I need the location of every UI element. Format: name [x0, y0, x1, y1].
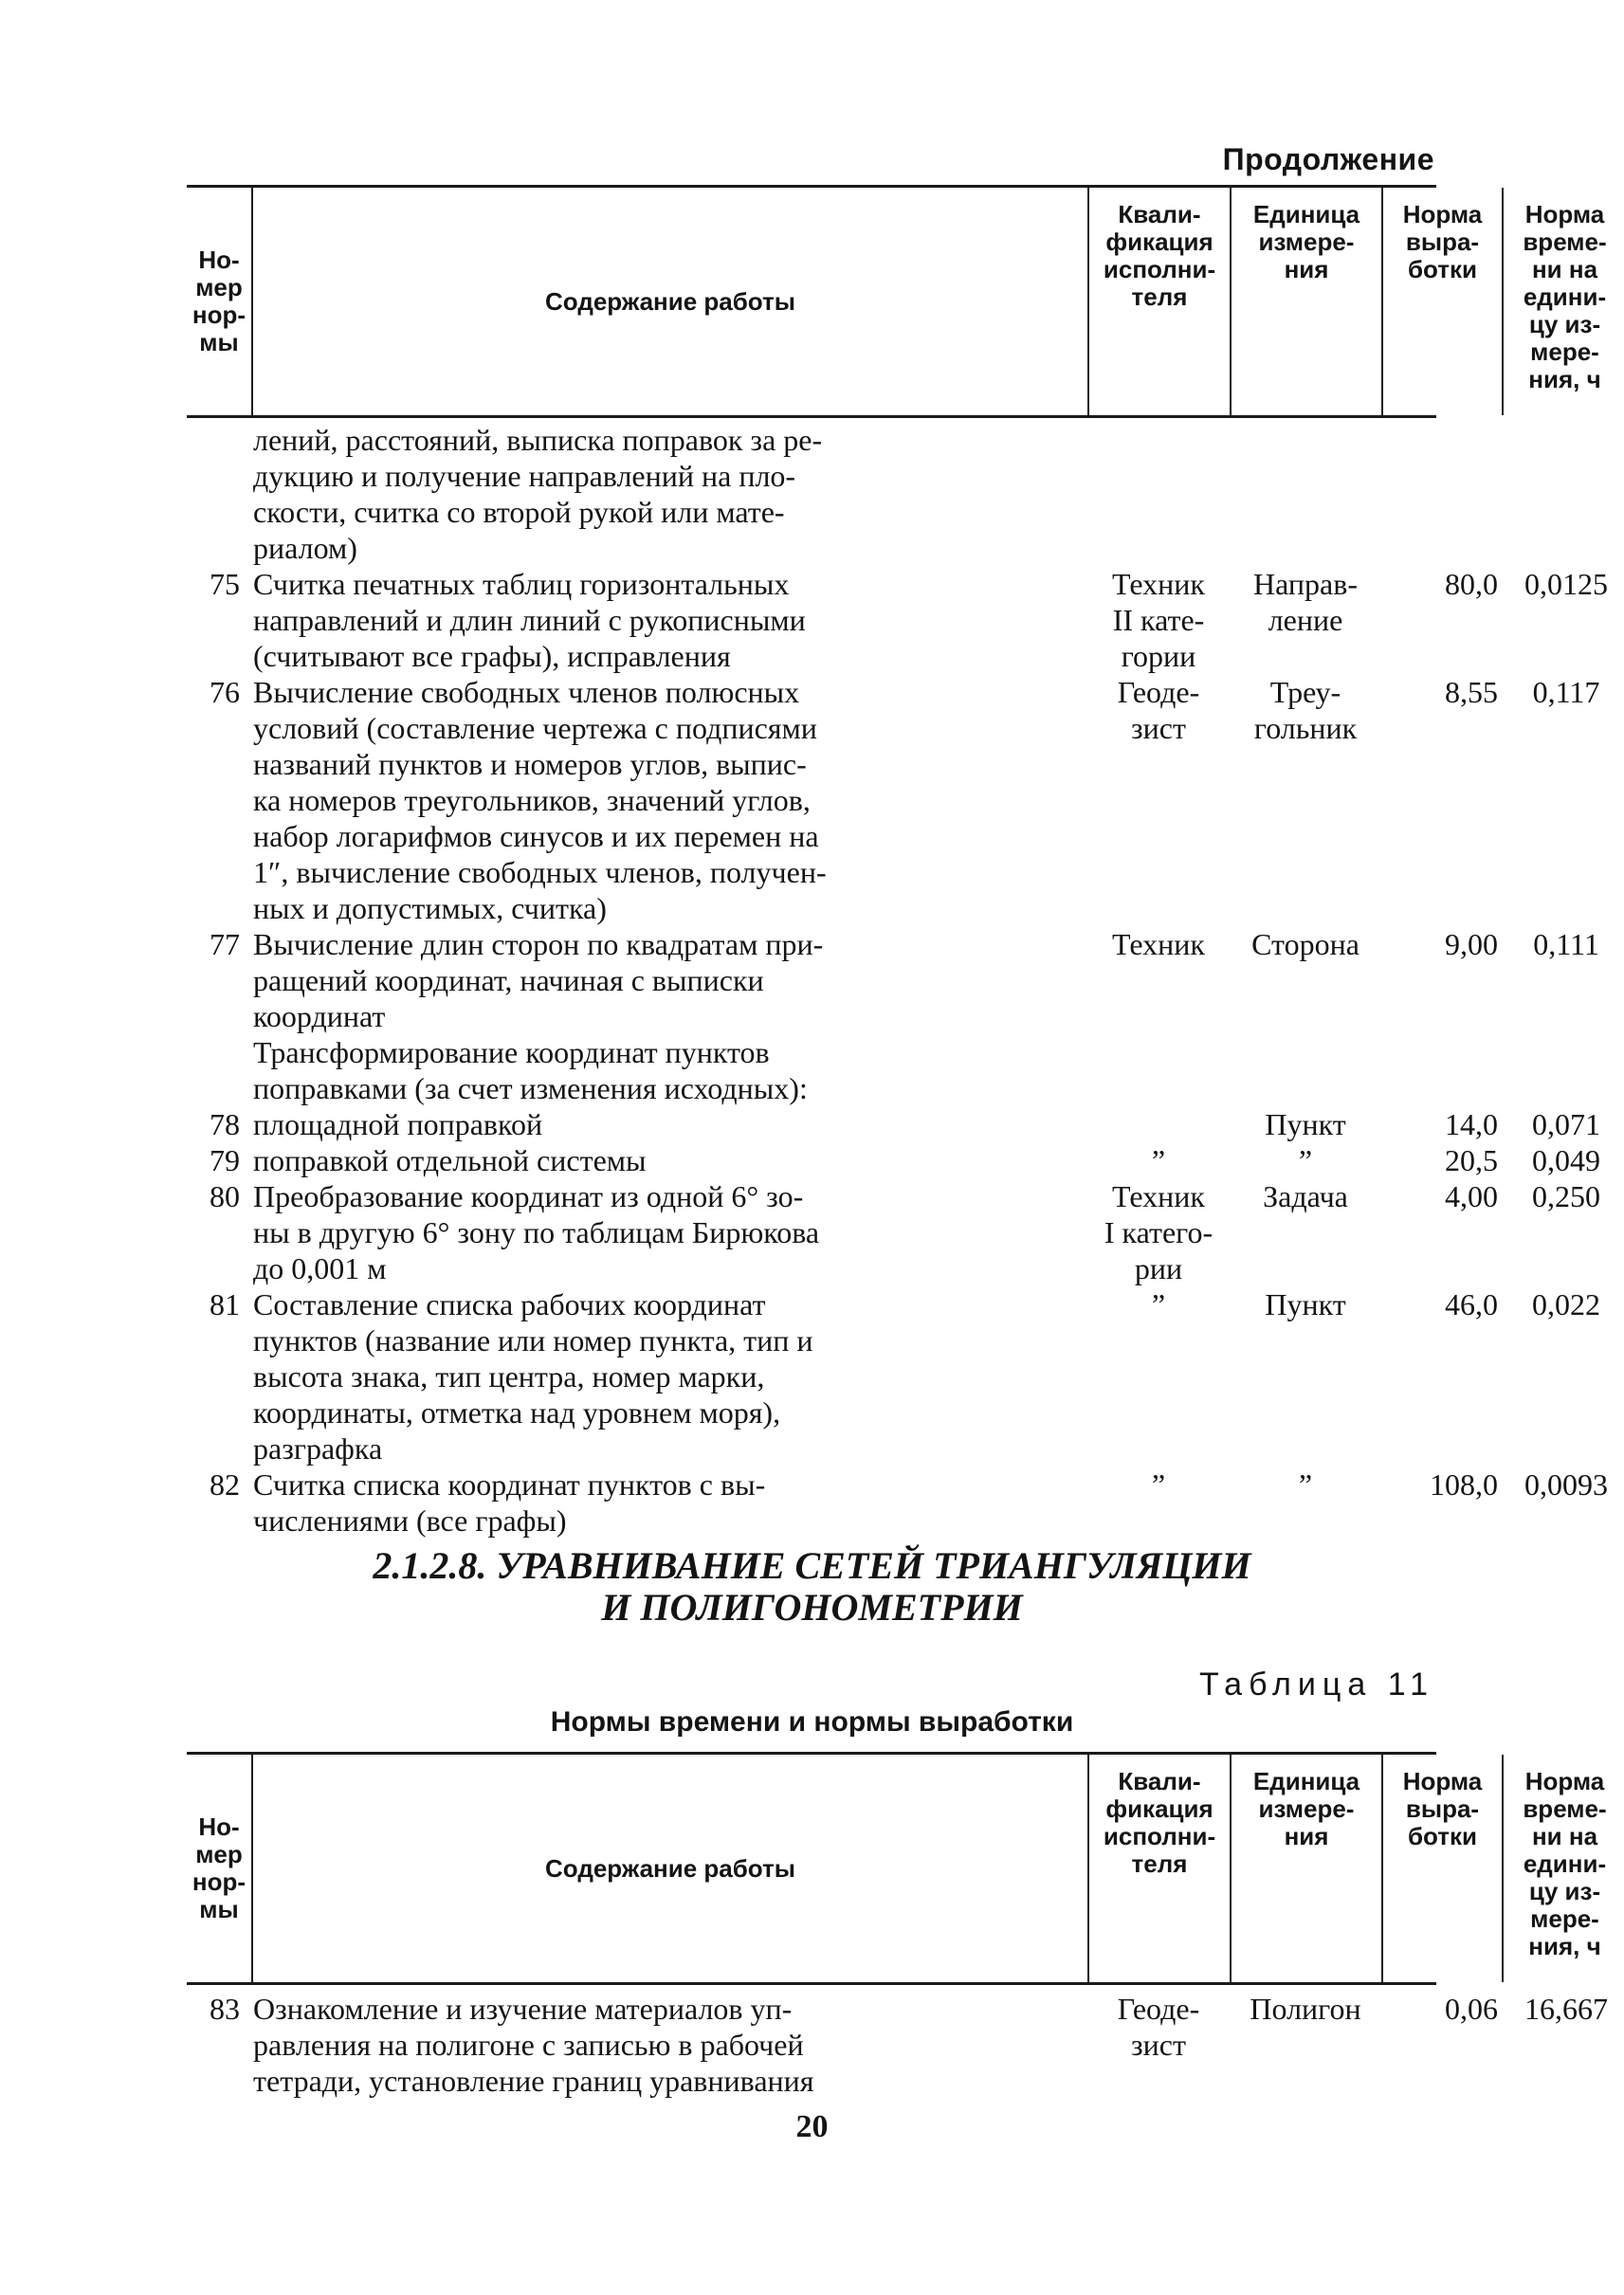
row-unit: Пункт [1265, 1107, 1346, 1141]
row-qualification: Геоде- зист [1117, 675, 1200, 745]
row-work-content: Считка печатных таблиц горизонтальных направлений и длин линий с рукописными (считывают все графы), исправления [253, 567, 806, 673]
row-qualification: ” [1151, 1467, 1166, 1502]
row-work-content: Ознакомление и изучение материалов уп- равления на полигоне с записью в рабочей тетради, установление границ уравнивания [253, 1992, 814, 2098]
row-unit: Треу- гольник [1253, 675, 1358, 745]
row-qualification: Техник [1112, 927, 1205, 961]
row-number: 76 [210, 675, 240, 709]
row-unit: Задача [1263, 1179, 1348, 1213]
header-norm-number: Но- мер нор- мы [192, 246, 246, 356]
row-number: 77 [210, 927, 240, 961]
row-output-norm: 4,00 [1445, 1179, 1498, 1213]
header-time-norm: Норма време- ни на едини- цу из- мере- ния, ч [1523, 1767, 1607, 1960]
page-number: 20 [795, 2109, 829, 2144]
header-qualification: Квали- фикация исполни- теля [1103, 1767, 1216, 1878]
header-time-norm: Норма време- ни на едини- цу из- мере- ния, ч [1523, 200, 1607, 393]
row-work-content: лений, расстояний, выписка поправок за ре- дукцию и получение направлений на пло- скости, считка со второй рукой или мате- риалом) [253, 423, 823, 565]
row-time-norm: 0,250 [1532, 1179, 1600, 1213]
header-qualification: Квали- фикация исполни- теля [1103, 200, 1216, 311]
header-unit: Единица измере- ния [1252, 200, 1360, 283]
row-unit: Пункт [1265, 1287, 1346, 1321]
row-qualification: ” [1151, 1143, 1166, 1177]
row-time-norm: 0,049 [1532, 1143, 1600, 1177]
row-output-norm: 46,0 [1445, 1287, 1498, 1321]
row-time-norm: 0,111 [1533, 927, 1599, 961]
table-title: Нормы времени и нормы выработки [550, 1706, 1074, 1738]
header-norm-number: Но- мер нор- мы [192, 1812, 246, 1923]
row-number: 81 [210, 1287, 240, 1321]
row-work-content: Составление списка рабочих координат пунктов (название или номер пункта, тип и высота знака, тип центра, номер марки, координаты, отметка над уровнем моря), разграфка [253, 1287, 813, 1466]
table-header [187, 1752, 1607, 1985]
row-number: 83 [210, 1992, 240, 2026]
row-output-norm: 80,0 [1445, 567, 1498, 601]
row-time-norm: 16,667 [1524, 1992, 1608, 2026]
row-output-norm: 14,0 [1445, 1107, 1498, 1141]
row-number: 80 [210, 1179, 240, 1213]
row-output-norm: 8,55 [1445, 675, 1498, 709]
row-output-norm: 0,06 [1445, 1992, 1498, 2026]
header-work-content: Содержание работы [545, 1853, 795, 1883]
row-qualification: Техник II кате- гории [1112, 567, 1205, 673]
row-output-norm: 20,5 [1445, 1143, 1498, 1177]
table-header [187, 185, 1607, 418]
row-work-content: Считка списка координат пунктов с вы- числениями (все графы) [253, 1467, 766, 1538]
row-unit: Сторона [1251, 927, 1359, 961]
row-output-norm: 108,0 [1430, 1467, 1498, 1502]
row-unit: Направ- ление [1253, 567, 1358, 637]
row-number: 79 [210, 1143, 240, 1177]
row-number: 75 [210, 567, 240, 601]
row-qualification: Геоде- зист [1117, 1992, 1200, 2062]
row-qualification: ” [1151, 1287, 1166, 1321]
row-unit: Полигон [1250, 1992, 1361, 2026]
row-unit: ” [1298, 1467, 1313, 1502]
row-work-content: Вычисление длин сторон по квадратам при- ращений координат, начиная с выписки координат [253, 927, 824, 1033]
row-output-norm: 9,00 [1445, 927, 1498, 961]
row-time-norm: 0,117 [1532, 675, 1600, 709]
row-time-norm: 0,022 [1532, 1287, 1600, 1321]
row-work-content: поправкой отдельной системы [253, 1143, 647, 1177]
header-unit: Единица измере- ния [1252, 1767, 1360, 1850]
row-number: 78 [210, 1107, 240, 1141]
row-time-norm: 0,0093 [1524, 1467, 1608, 1502]
row-time-norm: 0,0125 [1524, 567, 1608, 601]
row-work-content: Преобразование координат из одной 6° зо- ны в другую 6° зону по таблицам Бирюкова до 0,001 м [253, 1179, 820, 1285]
row-time-norm: 0,071 [1532, 1107, 1600, 1141]
header-output-norm: Норма выра- ботки [1402, 200, 1483, 283]
header-output-norm: Норма выра- ботки [1402, 1767, 1483, 1850]
continuation-label: Продолжение [1222, 142, 1434, 176]
row-work-content: Вычисление свободных членов полюсных условий (составление чертежа с подписями названий пунктов и номеров углов, выпис- ка номеров треугольников, значений углов, набор логарифмов синусов и их перемен на 1″, вычисление свободных членов, получен- ных и допустимых, считка) [253, 675, 827, 925]
header-work-content: Содержание работы [545, 286, 795, 316]
row-qualification: Техник I катего- рии [1104, 1179, 1213, 1285]
row-work-content: площадной поправкой [253, 1107, 543, 1141]
table-number: Таблица 11 [1198, 1667, 1434, 1703]
row-unit: ” [1298, 1143, 1313, 1177]
row-number: 82 [210, 1467, 240, 1502]
section-title: 2.1.2.8. УРАВНИВАНИЕ СЕТЕЙ ТРИАНГУЛЯЦИИ И ПОЛИГОНОМЕТРИИ [373, 1544, 1251, 1629]
row-work-content: Трансформирование координат пунктов поправками (за счет изменения исходных): [253, 1035, 808, 1105]
